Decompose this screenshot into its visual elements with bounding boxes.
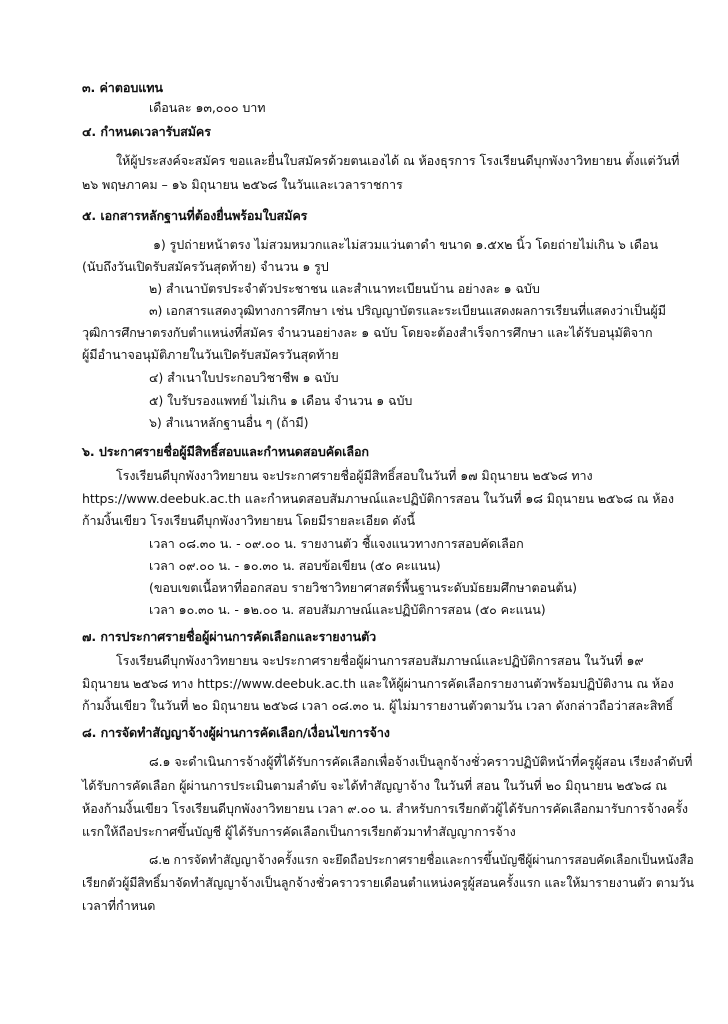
contract-clause-line: ๘.๑ จะดำเนินการจ้างผู้ที่ได้รับการคัดเลือกเพื่อจ้างเป็นลูกจ้างชั่วคราวปฏิบัติหน้าที่ครูผู้สอน เรียงลำดับที่: [149, 754, 693, 769]
contract-clause-line: เวลาที่กำหนด: [82, 898, 156, 913]
contract-clause-line: ได้รับการคัดเลือก ผู้ผ่านการประเมินตามลำดับ จะได้ทำสัญญาจ้าง ในวันที่ สอน ในวันที่ ๒๐ มิถุนายน ๒๕๖๘ ณ: [82, 778, 667, 793]
exam-schedule-item: เวลา ๐๙.๐๐ น. - ๑๐.๓๐ น. สอบข้อเขียน (๕๐ คะแนน): [149, 558, 441, 573]
exam-announcement-line: โรงเรียนดีบุกพังงาวิทยายน จะประกาศรายชื่อผู้มีสิทธิ์สอบในวันที่ ๑๗ มิถุนายน ๒๕๖๘ ทาง: [116, 468, 593, 483]
document-item: วุฒิการศึกษาตรงกับตำแหน่งที่สมัคร จำนวนอย่างละ ๑ ฉบับ โดยจะต้องสำเร็จการศึกษา และได้รับอนุมัติจาก: [82, 325, 653, 340]
result-announcement-line: ก้ามงิ้นเขียว ในวันที่ ๒๐ มิถุนายน ๒๕๖๘ เวลา ๐๘.๓๐ น. ผู้ไม่มารายงานตัวตามวัน เวลา ดังกล่าวถือว่าสละสิทธิ์: [82, 698, 674, 713]
document-item: ๕) ใบรับรองแพทย์ ไม่เกิน ๑ เดือน จำนวน ๑ ฉบับ: [149, 393, 413, 408]
contract-clause-line: ๘.๒ การจัดทำสัญญาจ้างครั้งแรก จะยึดถือประกาศรายชื่อและการขึ้นบัญชีผู้ผ่านการสอบคัดเลือกเป็นหนังสือ: [149, 852, 694, 867]
document-item: ๑) รูปถ่ายหน้าตรง ไม่สวมหมวกและไม่สวมแว่นตาดำ ขนาด ๑.๕x๒ นิ้ว โดยถ่ายไม่เกิน ๖ เดือน: [153, 237, 658, 252]
exam-schedule-item: เวลา ๑๐.๓๐ น. - ๑๒.๐๐ น. สอบสัมภาษณ์และปฏิบัติการสอน (๕๐ คะแนน): [149, 602, 546, 617]
result-announcement-line: มิถุนายน ๒๕๖๘ ทาง https://www.deebuk.ac.th และให้ผู้ผ่านการคัดเลือกรายงานตัวพร้อมปฏิบัติงาน ณ ห้อง: [82, 676, 674, 691]
contract-clause-line: แรกให้ถือประกาศขึ้นบัญชี ผู้ได้รับการคัดเลือกเป็นการเรียกตัวมาทำสัญญาการจ้าง: [82, 824, 516, 839]
section-8-heading: ๘. การจัดทำสัญญาจ้างผู้ผ่านการคัดเลือก/เงื่อนไขการจ้าง: [82, 725, 390, 740]
contract-clause-line: ห้องก้ามงิ้นเขียว โรงเรียนดีบุกพังงาวิทยายน เวลา ๙.๐๐ น. สำหรับการเรียกตัวผู้ได้รับการคัดเลือกมารับการจ้างครั้ง: [82, 801, 688, 816]
document-item: ๔) สำเนาใบประกอบวิชาชีพ ๑ ฉบับ: [149, 370, 339, 385]
exam-announcement-line: https://www.deebuk.ac.th และกำหนดสอบสัมภาษณ์และปฏิบัติการสอน ในวันที่ ๑๘ มิถุนายน ๒๕๖๘ ณ ห้อง: [82, 491, 674, 506]
result-announcement-line: โรงเรียนดีบุกพังงาวิทยายน จะประกาศรายชื่อผู้ผ่านการสอบสัมภาษณ์และปฏิบัติการสอน ในวันที่ ๑๙: [116, 653, 644, 668]
exam-scope-note: (ขอบเขตเนื้อหาที่ออกสอบ รายวิชาวิทยาศาสตร์พื้นฐานระดับมัธยมศึกษาตอนต้น): [149, 580, 577, 595]
application-period-line: ให้ผู้ประสงค์จะสมัคร ขอและยื่นใบสมัครด้วยตนเองได้ ณ ห้องธุรการ โรงเรียนดีบุกพังงาวิทยายน ตั้งแต่วันที่: [116, 153, 680, 168]
exam-announcement-line: ก้ามงิ้นเขียว โรงเรียนดีบุกพังงาวิทยายน โดยมีรายละเอียด ดังนี้: [82, 513, 416, 528]
section-7-heading: ๗. การประกาศรายชื่อผู้ผ่านการคัดเลือกและรายงานตัว: [82, 629, 377, 644]
section-6-heading: ๖. ประกาศรายชื่อผู้มีสิทธิ์สอบและกำหนดสอบคัดเลือก: [82, 444, 369, 459]
exam-schedule-item: เวลา ๐๘.๓๐ น. - ๐๙.๐๐ น. รายงานตัว ชี้แจงแนวทางการสอบคัดเลือก: [149, 536, 524, 551]
application-period-line: ๒๖ พฤษภาคม – ๑๖ มิถุนายน ๒๕๖๘ ในวันและเวลาราชการ: [82, 177, 403, 192]
document-item: (นับถึงวันเปิดรับสมัครวันสุดท้าย) จำนวน ๑ รูป: [82, 259, 329, 274]
document-item: ผู้มีอำนาจอนุมัติภายในวันเปิดรับสมัครวันสุดท้าย: [82, 347, 339, 362]
section-5-heading: ๕. เอกสารหลักฐานที่ต้องยื่นพร้อมใบสมัคร: [82, 208, 308, 223]
section-3-heading: ๓. ค่าตอบแทน: [82, 80, 163, 95]
section-4-heading: ๔. กำหนดเวลารับสมัคร: [82, 124, 211, 139]
document-item: ๓) เอกสารแสดงวุฒิทางการศึกษา เช่น ปริญญาบัตรและระเบียนแสดงผลการเรียนที่แสดงว่าเป็นผู้มี: [149, 303, 666, 318]
contract-clause-line: เรียกตัวผู้มีสิทธิ์มาจัดทำสัญญาจ้างเป็นลูกจ้างชั่วคราวรายเดือนตำแหน่งครูผู้สอนครั้งแรก และให้มารายงานตัว ตามวัน: [82, 875, 694, 890]
document-item: ๒) สำเนาบัตรประจำตัวประชาชน และสำเนาทะเบียนบ้าน อย่างละ ๑ ฉบับ: [149, 281, 540, 296]
document-item: ๖) สำเนาหลักฐานอื่น ๆ (ถ้ามี): [149, 415, 309, 430]
salary-line: เดือนละ ๑๓,๐๐๐ บาท: [149, 100, 266, 115]
